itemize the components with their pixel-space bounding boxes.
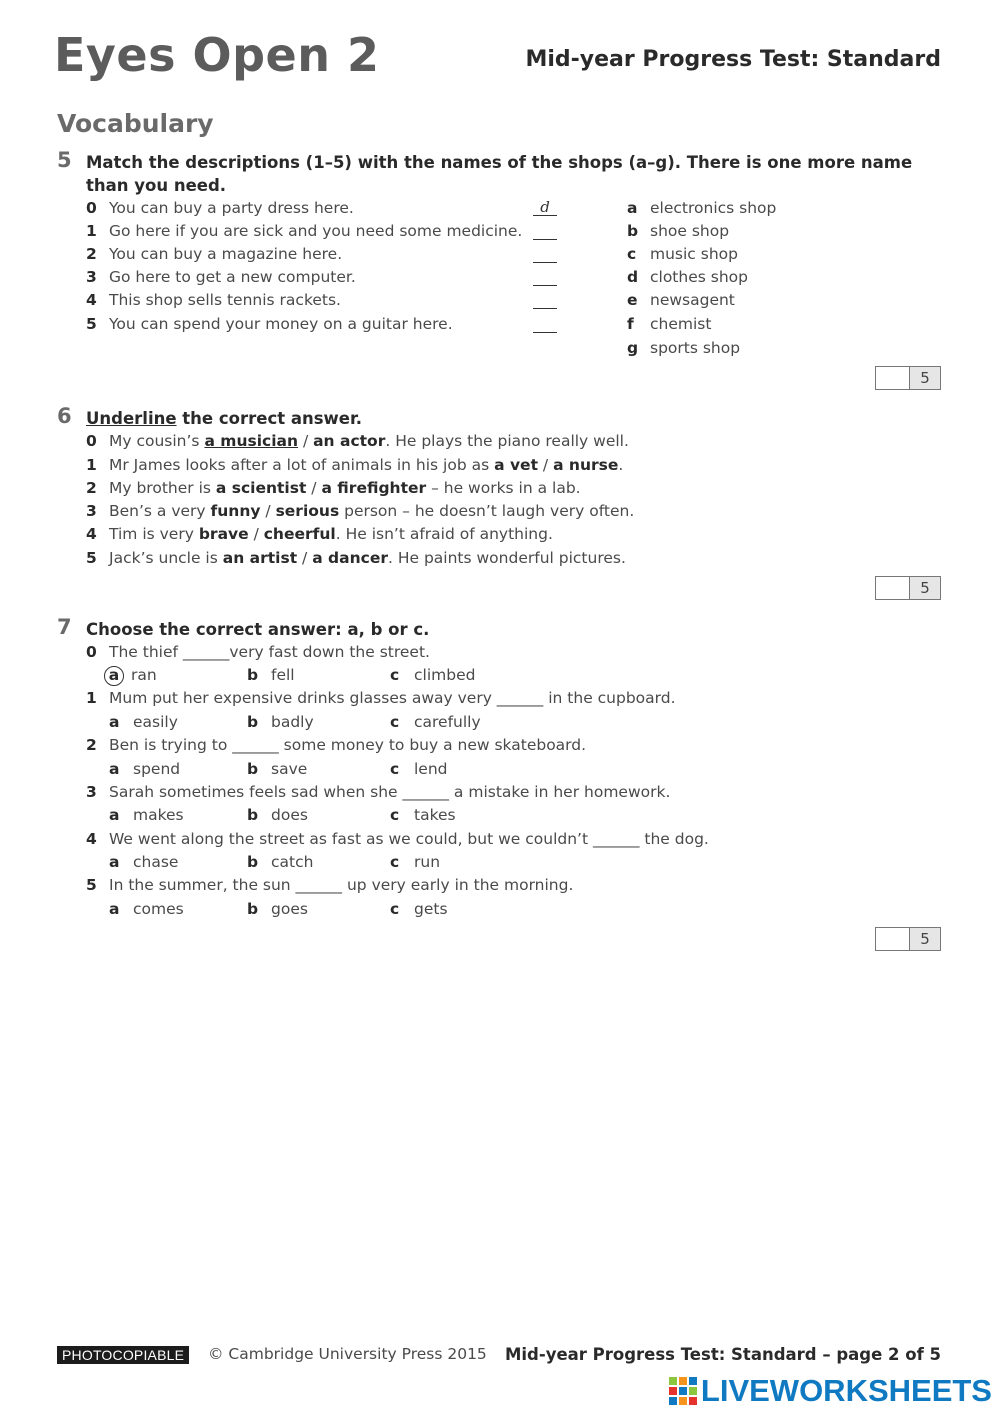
logo-square [679, 1377, 687, 1385]
q5-answer-blank-3[interactable] [533, 285, 557, 286]
q5-score-box [875, 366, 941, 390]
q5-answer-0: d [533, 200, 557, 216]
q7-item-5: 5 In the summer, the sun ______ up very early in the morning. [86, 876, 574, 894]
q6-choice[interactable]: a dancer [312, 549, 388, 567]
q6-choice[interactable]: an artist [222, 549, 298, 567]
q7-item-5-option-a[interactable]: a comes [109, 900, 184, 918]
logo-square [669, 1377, 677, 1385]
liveworksheets-brand[interactable] [669, 1373, 992, 1409]
q6-item-4: 4 Tim is very brave / cheerful. He isn’t afraid of anything. [86, 525, 553, 543]
q5-item-3: 3 Go here to get a new computer. [86, 268, 356, 286]
q5-answer-blank-4[interactable] [533, 308, 557, 309]
q7-item-3-option-a[interactable]: a makes [109, 806, 184, 824]
q6-item-0: 0 My cousin’s a musician / an actor. He plays the piano really well. [86, 432, 629, 450]
question-6-number: 6 [57, 404, 72, 428]
q5-option-d: d clothes shop [627, 268, 748, 286]
q7-item-0: 0 The thief ______very fast down the street. [86, 643, 430, 661]
q6-choice[interactable]: a nurse [553, 456, 619, 474]
score-input[interactable] [876, 367, 910, 389]
score-input[interactable] [876, 928, 910, 950]
logo-square [669, 1397, 677, 1405]
question-7-instruction: Choose the correct answer: a, b or c. [86, 620, 430, 639]
selected-answer-circle: a [104, 666, 124, 686]
q7-item-3-option-c[interactable]: c takes [390, 806, 456, 824]
q7-item-5-option-b[interactable]: b goes [247, 900, 308, 918]
q6-choice[interactable]: a firefighter [321, 479, 427, 497]
q6-choice[interactable]: cheerful [263, 525, 336, 543]
instruction-line-1: Match the descriptions (1–5) with the names of the shops (a–g). There is one more name [86, 153, 913, 172]
q5-item-0: 0 You can buy a party dress here. [86, 199, 354, 217]
q6-score-box [875, 576, 941, 600]
q5-item-2: 2 You can buy a magazine here. [86, 245, 343, 263]
q5-option-a: a electronics shop [627, 199, 777, 217]
q6-item-2: 2 My brother is a scientist / a firefighter – he works in a lab. [86, 479, 581, 497]
q7-item-1-option-b[interactable]: b badly [247, 713, 314, 731]
q6-item-5: 5 Jack’s uncle is an artist / a dancer. He paints wonderful pictures. [86, 549, 626, 567]
q5-answer-blank-5[interactable] [533, 332, 557, 333]
q7-item-3: 3 Sarah sometimes feels sad when she ______ a mistake in her homework. [86, 783, 671, 801]
q7-item-2-option-b[interactable]: b save [247, 760, 308, 778]
score-total: 5 [910, 367, 940, 389]
score-total: 5 [910, 928, 940, 950]
logo-square [669, 1387, 677, 1395]
q5-option-c: c music shop [627, 245, 738, 263]
score-total: 5 [910, 577, 940, 599]
q5-option-g: g sports shop [627, 339, 741, 357]
q7-item-4-option-b[interactable]: b catch [247, 853, 314, 871]
q5-item-1: 1 Go here if you are sick and you need some medicine. [86, 222, 523, 240]
question-7-number: 7 [57, 615, 72, 639]
test-title: Mid-year Progress Test: Standard [525, 47, 941, 72]
logo-square [679, 1387, 687, 1395]
q6-item-1: 1 Mr James looks after a lot of animals in his job as a vet / a nurse. [86, 456, 624, 474]
q7-item-4: 4 We went along the street as fast as we could, but we couldn’t ______ the dog. [86, 830, 709, 848]
page-indicator: Mid-year Progress Test: Standard – page 2 of 5 [504, 1345, 941, 1364]
q7-item-0-option-a: a ran [109, 666, 157, 686]
q7-item-4-option-a[interactable]: a chase [109, 853, 179, 871]
q7-item-4-option-c[interactable]: c run [390, 853, 441, 871]
logo-square [689, 1377, 697, 1385]
q5-answer-blank-1[interactable] [533, 239, 557, 240]
q7-item-5-option-c[interactable]: c gets [390, 900, 448, 918]
q7-score-box [875, 927, 941, 951]
question-5-instruction [86, 151, 912, 197]
q5-item-4: 4 This shop sells tennis rackets. [86, 291, 341, 309]
book-title: Eyes Open 2 [54, 28, 380, 82]
logo-square [689, 1397, 697, 1405]
q6-choice[interactable]: funny [210, 502, 261, 520]
q6-choice[interactable]: an actor [313, 432, 386, 450]
copyright: © Cambridge University Press 2015 [208, 1345, 487, 1363]
q7-item-3-option-b[interactable]: b does [247, 806, 308, 824]
q7-item-0-option-c: c climbed [390, 666, 476, 684]
score-input[interactable] [876, 577, 910, 599]
liveworksheets-logo-icon [669, 1377, 697, 1405]
logo-square [689, 1387, 697, 1395]
q5-option-b: b shoe shop [627, 222, 730, 240]
question-6-instruction: Underline the correct answer. [86, 409, 363, 428]
q5-answer-blank-2[interactable] [533, 262, 557, 263]
q7-item-1-option-c[interactable]: c carefully [390, 713, 481, 731]
liveworksheets-wordmark: LIVEWORKSHEETS [700, 1373, 992, 1408]
q6-item-3: 3 Ben’s a very funny / serious person – he doesn’t laugh very often. [86, 502, 635, 520]
q6-choice[interactable]: brave [198, 525, 249, 543]
q7-item-1-option-a[interactable]: a easily [109, 713, 178, 731]
section-title: Vocabulary [57, 109, 214, 138]
instruction-line-2: than you need. [86, 176, 227, 195]
q7-item-0-option-b: b fell [247, 666, 295, 684]
q7-item-1: 1 Mum put her expensive drinks glasses away very ______ in the cupboard. [86, 689, 676, 707]
q5-option-e: e newsagent [627, 291, 735, 309]
q6-choice[interactable]: a scientist [215, 479, 307, 497]
q6-choice[interactable]: a vet [494, 456, 538, 474]
q7-item-2: 2 Ben is trying to ______ some money to buy a new skateboard. [86, 736, 587, 754]
q5-item-5: 5 You can spend your money on a guitar here. [86, 315, 453, 333]
photocopiable-badge: PHOTOCOPIABLE [57, 1346, 189, 1364]
q7-item-2-option-a[interactable]: a spend [109, 760, 181, 778]
q7-item-2-option-c[interactable]: c lend [390, 760, 448, 778]
q6-choice[interactable]: a musician [204, 432, 299, 450]
q5-option-f: f chemist [627, 315, 712, 333]
q6-choice[interactable]: serious [275, 502, 340, 520]
question-5-number: 5 [57, 148, 72, 172]
logo-square [679, 1397, 687, 1405]
